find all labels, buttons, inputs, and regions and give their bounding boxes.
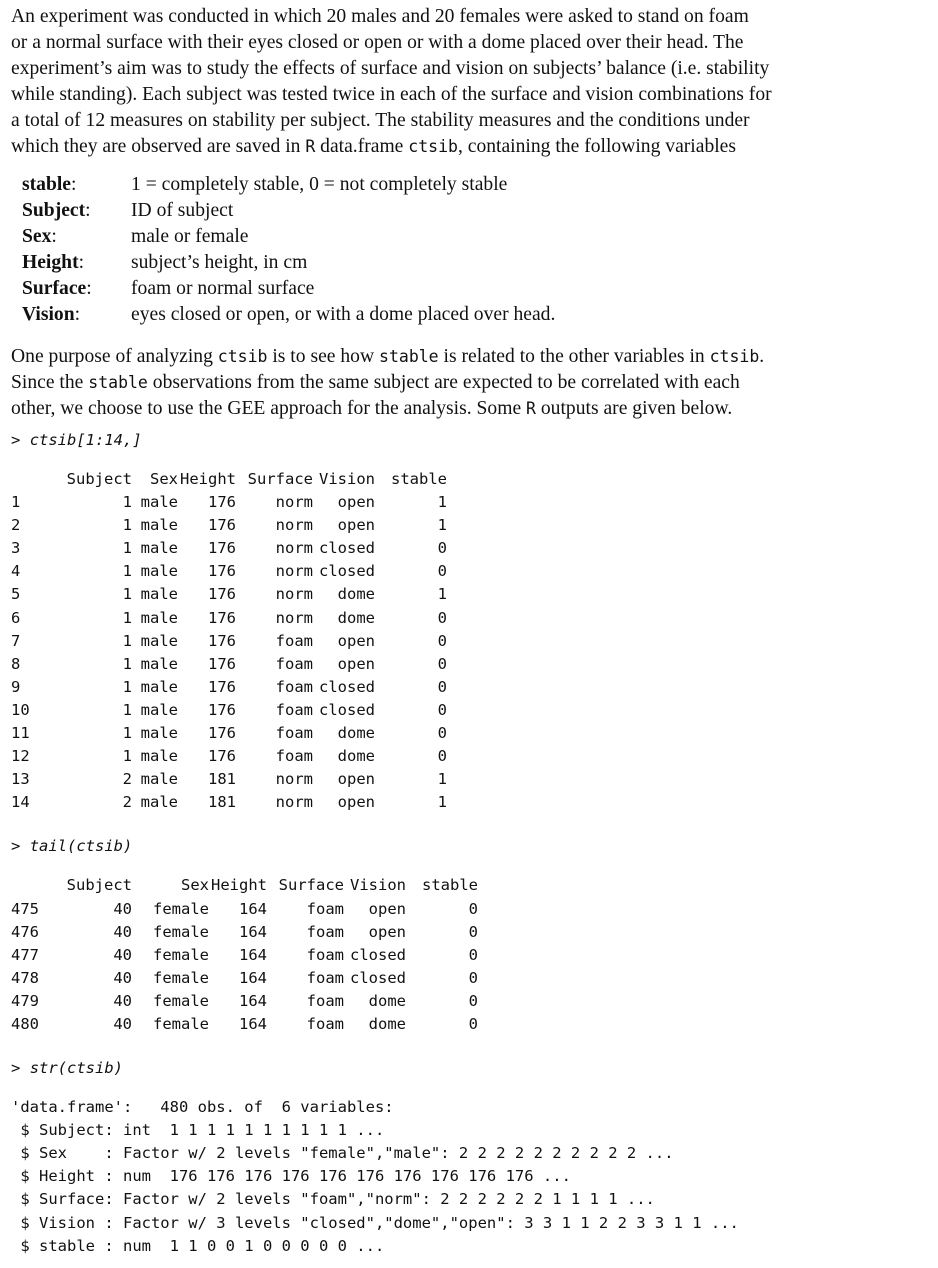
r-prompt: > [11, 431, 21, 449]
table-cell: 176 [208, 493, 236, 512]
purpose-text: outputs are given below. [535, 398, 733, 419]
table-row [11, 898, 478, 921]
table-cell: 176 [208, 654, 236, 673]
table-cell: 181 [208, 770, 236, 789]
table-row [11, 537, 447, 560]
table-cell: 10 [11, 700, 30, 719]
variable-row [22, 250, 931, 276]
table-cell: norm [275, 608, 313, 627]
table-cell: open [337, 793, 375, 812]
variable-name-text: Height [22, 252, 79, 273]
table-cell: foam [275, 631, 313, 650]
table-cell: 0 [437, 562, 447, 581]
str-output-line: $ Subject: int 1 1 1 1 1 1 1 1 1 1 ... [11, 1121, 385, 1140]
table-cell: 1 [122, 747, 132, 766]
str-output-line: $ Surface: Factor w/ 2 levels "foam","norm": 2 2 2 2 2 2 1 1 1 1 ... [11, 1190, 655, 1209]
variable-description: 1 = completely stable, 0 = not completely stable [131, 174, 508, 195]
variable-name-text: Sex [22, 226, 52, 247]
table-cell: 1 [437, 516, 447, 535]
dataframe-name: ctsib [408, 137, 458, 156]
table-cell: female [153, 922, 209, 941]
table-cell: open [337, 493, 375, 512]
str-output-line: $ stable : num 1 1 0 0 1 0 0 0 0 0 ... [11, 1236, 385, 1255]
table-row [11, 653, 447, 676]
table-cell: 0 [437, 654, 447, 673]
table-cell: foam [306, 922, 344, 941]
r-command-head [11, 428, 931, 452]
variable-row [22, 276, 931, 302]
table-cell: 164 [239, 991, 267, 1010]
intro-text: , containing the following variables [457, 136, 737, 157]
table-cell: 2 [122, 770, 132, 789]
table-cell: foam [306, 945, 344, 964]
purpose-text: is related to the other variables in [438, 346, 710, 367]
table-cell: 0 [437, 747, 447, 766]
table-cell: 476 [11, 922, 39, 941]
column-header: Vision [350, 876, 406, 895]
variable-list [22, 172, 931, 328]
table-row [11, 745, 447, 768]
r-language-name: R [305, 137, 316, 156]
table-cell: closed [350, 945, 406, 964]
variable-name: Surface: [22, 278, 92, 299]
table-cell: 176 [208, 608, 236, 627]
table-cell: male [140, 724, 178, 743]
variable-row [22, 224, 931, 250]
table-cell: 176 [208, 539, 236, 558]
table-cell: 0 [437, 677, 447, 696]
table-cell: 14 [11, 793, 30, 812]
table-cell: female [153, 968, 209, 987]
variable-description: male or female [131, 226, 249, 247]
table-row [11, 514, 447, 537]
table-cell: 5 [11, 585, 21, 604]
table-cell: male [140, 608, 178, 627]
table-row [11, 791, 447, 814]
variable-name-text: Subject [22, 200, 86, 221]
table-row [11, 699, 447, 722]
table-cell: dome [368, 991, 406, 1010]
table-cell: dome [337, 585, 375, 604]
table-cell: 478 [11, 968, 39, 987]
table-cell: 0 [437, 724, 447, 743]
r-command-str [11, 1056, 931, 1080]
table-cell: male [140, 793, 178, 812]
table-cell: 477 [11, 945, 39, 964]
table-cell: foam [306, 1014, 344, 1033]
r-command-text: ctsib[1:14,] [29, 431, 142, 449]
table-cell: closed [319, 539, 375, 558]
table-row [11, 944, 478, 967]
head-output-table [11, 468, 447, 814]
table-cell: 176 [208, 700, 236, 719]
r-command-text: tail(ctsib) [29, 837, 133, 856]
table-cell: 2 [11, 516, 21, 535]
intro-line: An experiment was conducted in which 20 males and 20 females were asked to stand on foam [11, 6, 749, 27]
table-cell: norm [275, 562, 313, 581]
table-cell: male [140, 770, 178, 789]
table-cell: male [140, 493, 178, 512]
intro-text: data.frame [315, 136, 409, 157]
str-output-line: $ Sex : Factor w/ 2 levels "female","male": 2 2 2 2 2 2 2 2 2 2 ... [11, 1144, 674, 1163]
table-cell: 0 [468, 899, 478, 918]
table-row [11, 1013, 478, 1036]
variable-row [22, 172, 931, 198]
table-cell: norm [275, 516, 313, 535]
table-cell: norm [275, 585, 313, 604]
table-cell: 6 [11, 608, 21, 627]
table-cell: foam [275, 747, 313, 766]
table-row [11, 630, 447, 653]
table-cell: foam [275, 700, 313, 719]
table-cell: 1 [122, 493, 132, 512]
table-cell: 2 [122, 793, 132, 812]
table-cell: 1 [122, 677, 132, 696]
table-cell: foam [306, 899, 344, 918]
variable-description: ID of subject [131, 200, 234, 221]
table-cell: closed [319, 677, 375, 696]
table-cell: 0 [437, 608, 447, 627]
str-output-line: $ Vision : Factor w/ 3 levels "closed","dome","open": 3 3 1 1 2 2 3 3 1 1 ... [11, 1213, 739, 1232]
table-cell: 164 [239, 968, 267, 987]
table-cell: 1 [122, 516, 132, 535]
column-header: stable [391, 470, 447, 488]
intro-line: or a normal surface with their eyes closed or open or with a dome placed over their head. The [11, 32, 744, 53]
r-language-name: R [526, 399, 536, 418]
intro-paragraph [11, 4, 931, 160]
purpose-text: Since the [11, 372, 89, 393]
table-cell: 176 [208, 516, 236, 535]
table-cell: 1 [437, 770, 447, 789]
column-header: Surface [247, 470, 313, 488]
table-cell: 164 [239, 899, 267, 918]
variable-row [22, 198, 931, 224]
intro-line [11, 134, 931, 160]
table-cell: 0 [468, 968, 478, 987]
r-prompt: > [11, 1059, 21, 1078]
table-cell: 0 [468, 945, 478, 964]
table-cell: open [368, 899, 406, 918]
table-cell: 9 [11, 677, 21, 696]
table-cell: female [153, 899, 209, 918]
table-row [11, 967, 478, 990]
purpose-text: is to see how [267, 346, 380, 367]
table-cell: 176 [208, 724, 236, 743]
purpose-text: One purpose of analyzing [11, 346, 218, 367]
table-cell: 181 [208, 793, 236, 812]
table-cell: 0 [468, 1014, 478, 1033]
table-row [11, 607, 447, 630]
table-cell: male [140, 631, 178, 650]
column-header: Sex [150, 470, 178, 488]
table-cell: dome [337, 747, 375, 766]
variable-name-text: stable [22, 174, 71, 195]
table-cell: 1 [122, 608, 132, 627]
table-cell: 1 [122, 631, 132, 650]
column-header: Subject [66, 470, 132, 488]
column-header: Height [180, 470, 236, 488]
tail-output-table [11, 874, 478, 1036]
table-cell: male [140, 654, 178, 673]
table-cell: 164 [239, 1014, 267, 1033]
purpose-line [11, 344, 931, 370]
table-row [11, 560, 447, 583]
table-cell: 176 [208, 562, 236, 581]
table-cell: 0 [437, 539, 447, 558]
table-cell: male [140, 700, 178, 719]
table-cell: 1 [437, 493, 447, 512]
table-cell: 1 [122, 654, 132, 673]
code-stable: stable [379, 347, 439, 366]
table-cell: closed [350, 968, 406, 987]
column-header: Surface [278, 876, 344, 895]
variable-name-text: Vision [22, 304, 75, 325]
column-header: Subject [66, 876, 132, 895]
table-cell: 176 [208, 631, 236, 650]
intro-line: while standing). Each subject was tested twice in each of the surface and vision combinations for [11, 84, 772, 105]
table-cell: 1 [437, 793, 447, 812]
table-cell: 176 [208, 585, 236, 604]
table-cell: foam [306, 991, 344, 1010]
table-cell: male [140, 539, 178, 558]
str-output-line: $ Height : num 176 176 176 176 176 176 176 176 176 176 ... [11, 1167, 571, 1186]
table-cell: 40 [113, 991, 132, 1010]
table-cell: 176 [208, 677, 236, 696]
table-cell: open [337, 654, 375, 673]
variable-description: subject’s height, in cm [131, 252, 308, 273]
table-cell: 1 [11, 493, 21, 512]
variable-name: Vision: [22, 304, 81, 325]
table-cell: 0 [437, 700, 447, 719]
table-cell: 7 [11, 631, 21, 650]
r-prompt: > [11, 837, 21, 856]
purpose-paragraph [11, 344, 931, 422]
table-cell: 479 [11, 991, 39, 1010]
table-cell: 0 [468, 922, 478, 941]
column-header: Vision [319, 470, 375, 488]
table-cell: 40 [113, 899, 132, 918]
intro-text: which they are observed are saved in [11, 136, 306, 157]
column-header: stable [422, 876, 478, 895]
table-row [11, 676, 447, 699]
table-cell: 8 [11, 654, 21, 673]
purpose-text: other, we choose to use the GEE approach for the analysis. Some [11, 398, 527, 419]
table-cell: dome [337, 608, 375, 627]
table-cell: 11 [11, 724, 30, 743]
table-cell: norm [275, 539, 313, 558]
table-cell: 40 [113, 1014, 132, 1033]
purpose-text: . [759, 346, 765, 367]
intro-line: experiment’s aim was to study the effects of surface and vision on subjects’ balance (i.e. stability [11, 58, 770, 79]
variable-name: Subject: [22, 200, 91, 221]
table-cell: open [337, 631, 375, 650]
table-header-row [11, 874, 478, 897]
table-row [11, 722, 447, 745]
table-cell: male [140, 562, 178, 581]
table-cell: foam [275, 654, 313, 673]
table-cell: foam [306, 968, 344, 987]
table-cell: 40 [113, 922, 132, 941]
variable-description: foam or normal surface [131, 278, 315, 299]
purpose-text: observations from the same subject are expected to be correlated with each [147, 372, 740, 393]
table-cell: closed [319, 700, 375, 719]
table-row [11, 990, 478, 1013]
table-cell: 0 [468, 991, 478, 1010]
code-ctsib: ctsib [217, 347, 268, 366]
table-cell: 12 [11, 747, 30, 766]
r-command-tail [11, 834, 931, 858]
column-header [11, 468, 51, 491]
table-cell: 1 [122, 539, 132, 558]
table-cell: male [140, 585, 178, 604]
table-cell: male [140, 516, 178, 535]
variable-name-text: Surface [22, 278, 87, 299]
table-cell: norm [275, 493, 313, 512]
table-cell: female [153, 945, 209, 964]
table-row [11, 921, 478, 944]
document-page [11, 4, 931, 1258]
table-cell: 13 [11, 770, 30, 789]
variable-name: stable: [22, 174, 77, 195]
table-cell: open [337, 770, 375, 789]
intro-line: a total of 12 measures on stability per subject. The stability measures and the conditions under [11, 110, 750, 131]
purpose-line [11, 396, 931, 422]
table-cell: dome [368, 1014, 406, 1033]
code-ctsib: ctsib [709, 347, 760, 366]
table-cell: 164 [239, 945, 267, 964]
code-stable: stable [88, 373, 148, 392]
table-row [11, 491, 447, 514]
table-cell: 1 [122, 724, 132, 743]
table-cell: 480 [11, 1014, 39, 1033]
table-cell: norm [275, 770, 313, 789]
table-cell: 164 [239, 922, 267, 941]
table-cell: 1 [122, 700, 132, 719]
table-row [11, 583, 447, 606]
table-cell: 1 [122, 585, 132, 604]
table-cell: 475 [11, 899, 39, 918]
table-cell: male [140, 677, 178, 696]
table-cell: 3 [11, 539, 21, 558]
variable-description: eyes closed or open, or with a dome placed over head. [131, 304, 556, 325]
variable-row [22, 302, 931, 328]
table-cell: open [368, 922, 406, 941]
table-row [11, 768, 447, 791]
table-cell: 1 [122, 562, 132, 581]
table-cell: closed [319, 562, 375, 581]
column-header: Sex [181, 876, 209, 895]
r-command-text: str(ctsib) [29, 1059, 124, 1078]
str-output-line: 'data.frame': 480 obs. of 6 variables: [11, 1098, 394, 1117]
table-cell: 4 [11, 562, 21, 581]
table-cell: 0 [437, 631, 447, 650]
table-cell: norm [275, 793, 313, 812]
table-cell: 40 [113, 945, 132, 964]
variable-name: Height: [22, 252, 85, 273]
table-cell: female [153, 991, 209, 1010]
table-cell: open [337, 516, 375, 535]
table-cell: male [140, 747, 178, 766]
purpose-line [11, 370, 931, 396]
table-cell: female [153, 1014, 209, 1033]
table-cell: 40 [113, 968, 132, 987]
str-output [11, 1096, 931, 1258]
table-cell: foam [275, 724, 313, 743]
column-header: Height [211, 876, 267, 895]
column-header [11, 874, 51, 897]
table-cell: dome [337, 724, 375, 743]
table-cell: 176 [208, 747, 236, 766]
variable-name: Sex: [22, 226, 57, 247]
table-header-row [11, 468, 447, 491]
table-cell: foam [275, 677, 313, 696]
table-cell: 1 [437, 585, 447, 604]
